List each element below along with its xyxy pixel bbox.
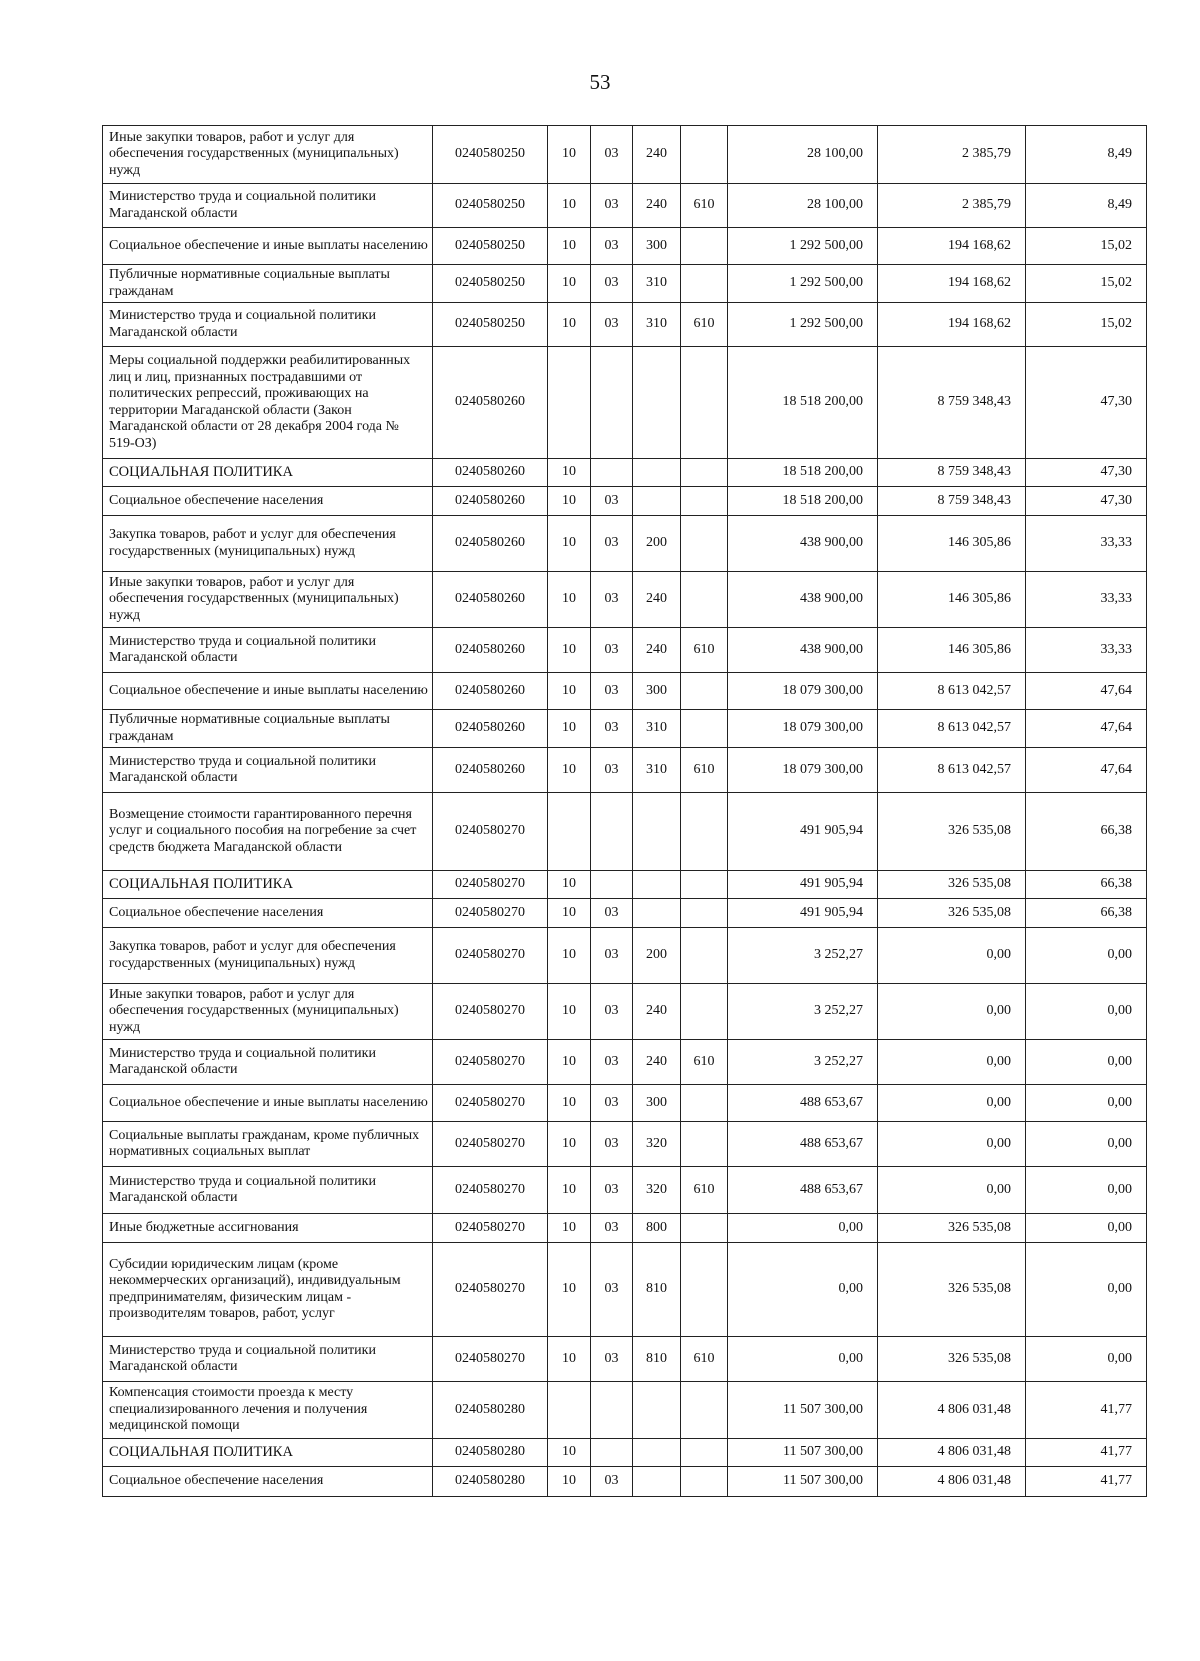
administrator-cell (681, 928, 728, 984)
table-row (103, 984, 1147, 1040)
subsection-cell: 03 (591, 487, 633, 516)
subsection-cell (591, 1439, 633, 1467)
expense-type-cell (633, 899, 681, 928)
subsection-cell: 03 (591, 928, 633, 984)
administrator-cell (681, 516, 728, 572)
executed-amount-cell: 8 613 042,57 (878, 710, 1026, 748)
administrator-cell: 610 (681, 628, 728, 673)
approved-amount-cell: 3 252,27 (728, 984, 878, 1040)
table-row (103, 1337, 1147, 1382)
subsection-cell: 03 (591, 628, 633, 673)
section-cell: 10 (548, 1167, 591, 1214)
table-row (103, 673, 1147, 710)
target-article-cell: 0240580270 (433, 793, 548, 871)
execution-percent-cell: 15,02 (1026, 303, 1147, 347)
target-article-cell: 0240580250 (433, 265, 548, 303)
table-row (103, 265, 1147, 303)
administrator-cell (681, 265, 728, 303)
subsection-cell (591, 347, 633, 459)
approved-amount-cell: 1 292 500,00 (728, 303, 878, 347)
approved-amount-cell: 18 079 300,00 (728, 710, 878, 748)
table-row (103, 871, 1147, 899)
administrator-cell (681, 487, 728, 516)
target-article-cell: 0240580260 (433, 673, 548, 710)
approved-amount-cell: 488 653,67 (728, 1085, 878, 1122)
expense-name-cell: Закупка товаров, работ и услуг для обеспечения государственных (муниципальных) нужд (103, 928, 433, 984)
section-cell: 10 (548, 1467, 591, 1497)
table-row (103, 303, 1147, 347)
administrator-cell (681, 871, 728, 899)
administrator-cell (681, 1085, 728, 1122)
execution-percent-cell: 0,00 (1026, 1214, 1147, 1243)
budget-execution-table (102, 125, 1147, 1497)
table-row (103, 228, 1147, 265)
expense-type-cell: 800 (633, 1214, 681, 1243)
execution-percent-cell: 0,00 (1026, 1337, 1147, 1382)
execution-percent-cell: 33,33 (1026, 516, 1147, 572)
expense-name-cell: Министерство труда и социальной политики Магаданской области (103, 1337, 433, 1382)
table-row (103, 1167, 1147, 1214)
subsection-cell: 03 (591, 228, 633, 265)
expense-name-cell: Компенсация стоимости проезда к месту специализированного лечения и получения медицинской помощи (103, 1382, 433, 1439)
executed-amount-cell: 8 759 348,43 (878, 459, 1026, 487)
execution-percent-cell: 47,30 (1026, 487, 1147, 516)
executed-amount-cell: 0,00 (878, 928, 1026, 984)
section-cell: 10 (548, 303, 591, 347)
expense-type-cell: 810 (633, 1337, 681, 1382)
approved-amount-cell: 3 252,27 (728, 1040, 878, 1085)
expense-name-cell: Социальное обеспечение населения (103, 487, 433, 516)
subsection-cell: 03 (591, 572, 633, 628)
target-article-cell: 0240580260 (433, 459, 548, 487)
section-cell: 10 (548, 1040, 591, 1085)
target-article-cell: 0240580270 (433, 928, 548, 984)
execution-percent-cell: 15,02 (1026, 265, 1147, 303)
execution-percent-cell: 0,00 (1026, 928, 1147, 984)
section-cell: 10 (548, 984, 591, 1040)
target-article-cell: 0240580270 (433, 1122, 548, 1167)
expense-type-cell: 310 (633, 710, 681, 748)
execution-percent-cell: 47,64 (1026, 748, 1147, 793)
section-cell: 10 (548, 184, 591, 228)
expense-name-cell: Субсидии юридическим лицам (кроме некоммерческих организаций), индивидуальным предпринимателям, физическим лицам - производителям товаров, работ, услуг (103, 1243, 433, 1337)
approved-amount-cell: 1 292 500,00 (728, 265, 878, 303)
expense-type-cell (633, 1439, 681, 1467)
executed-amount-cell: 146 305,86 (878, 516, 1026, 572)
executed-amount-cell: 326 535,08 (878, 1243, 1026, 1337)
table-row (103, 1382, 1147, 1439)
expense-type-cell (633, 793, 681, 871)
execution-percent-cell: 47,30 (1026, 459, 1147, 487)
expense-name-cell: СОЦИАЛЬНАЯ ПОЛИТИКА (103, 871, 433, 899)
table-row (103, 710, 1147, 748)
execution-percent-cell: 41,77 (1026, 1382, 1147, 1439)
executed-amount-cell: 0,00 (878, 1122, 1026, 1167)
expense-name-cell: Иные закупки товаров, работ и услуг для обеспечения государственных (муниципальных) нужд (103, 126, 433, 184)
executed-amount-cell: 0,00 (878, 1040, 1026, 1085)
target-article-cell: 0240580280 (433, 1439, 548, 1467)
approved-amount-cell: 488 653,67 (728, 1167, 878, 1214)
target-article-cell: 0240580250 (433, 126, 548, 184)
subsection-cell: 03 (591, 184, 633, 228)
approved-amount-cell: 0,00 (728, 1214, 878, 1243)
subsection-cell: 03 (591, 1085, 633, 1122)
approved-amount-cell: 488 653,67 (728, 1122, 878, 1167)
expense-name-cell: Социальное обеспечение населения (103, 899, 433, 928)
expense-type-cell (633, 871, 681, 899)
section-cell: 10 (548, 710, 591, 748)
subsection-cell: 03 (591, 516, 633, 572)
execution-percent-cell: 66,38 (1026, 899, 1147, 928)
executed-amount-cell: 8 613 042,57 (878, 673, 1026, 710)
administrator-cell: 610 (681, 1040, 728, 1085)
administrator-cell (681, 1467, 728, 1497)
execution-percent-cell: 15,02 (1026, 228, 1147, 265)
subsection-cell: 03 (591, 748, 633, 793)
section-cell: 10 (548, 928, 591, 984)
execution-percent-cell: 47,30 (1026, 347, 1147, 459)
approved-amount-cell: 11 507 300,00 (728, 1467, 878, 1497)
execution-percent-cell: 47,64 (1026, 710, 1147, 748)
section-cell: 10 (548, 628, 591, 673)
administrator-cell (681, 459, 728, 487)
executed-amount-cell: 194 168,62 (878, 228, 1026, 265)
expense-name-cell: Социальное обеспечение и иные выплаты населению (103, 673, 433, 710)
expense-type-cell: 200 (633, 516, 681, 572)
subsection-cell: 03 (591, 984, 633, 1040)
expense-name-cell: Возмещение стоимости гарантированного перечня услуг и социального пособия на погребение за счет средств бюджета Магаданской области (103, 793, 433, 871)
executed-amount-cell: 194 168,62 (878, 303, 1026, 347)
table-row (103, 487, 1147, 516)
subsection-cell: 03 (591, 303, 633, 347)
section-cell: 10 (548, 487, 591, 516)
expense-name-cell: Иные бюджетные ассигнования (103, 1214, 433, 1243)
expense-name-cell: Меры социальной поддержки реабилитированных лиц и лиц, признанных пострадавшими от политических репрессий, проживающих на территории Магаданской области (Закон Магаданской области от 28 декабря 2004 года № 519-ОЗ) (103, 347, 433, 459)
execution-percent-cell: 47,64 (1026, 673, 1147, 710)
expense-name-cell: Министерство труда и социальной политики Магаданской области (103, 184, 433, 228)
section-cell: 10 (548, 1243, 591, 1337)
expense-type-cell (633, 1382, 681, 1439)
subsection-cell: 03 (591, 1243, 633, 1337)
subsection-cell: 03 (591, 1337, 633, 1382)
subsection-cell: 03 (591, 1167, 633, 1214)
approved-amount-cell: 491 905,94 (728, 793, 878, 871)
expense-type-cell: 300 (633, 673, 681, 710)
target-article-cell: 0240580270 (433, 1040, 548, 1085)
approved-amount-cell: 18 518 200,00 (728, 459, 878, 487)
expense-name-cell: Социальное обеспечение и иные выплаты населению (103, 1085, 433, 1122)
executed-amount-cell: 0,00 (878, 1085, 1026, 1122)
expense-name-cell: Министерство труда и социальной политики Магаданской области (103, 628, 433, 673)
expense-name-cell: Социальное обеспечение населения (103, 1467, 433, 1497)
table-row (103, 1122, 1147, 1167)
administrator-cell (681, 347, 728, 459)
executed-amount-cell: 194 168,62 (878, 265, 1026, 303)
subsection-cell (591, 871, 633, 899)
expense-name-cell: СОЦИАЛЬНАЯ ПОЛИТИКА (103, 1439, 433, 1467)
table-row (103, 459, 1147, 487)
page-number: 53 (589, 70, 611, 94)
approved-amount-cell: 18 518 200,00 (728, 347, 878, 459)
target-article-cell: 0240580270 (433, 1243, 548, 1337)
approved-amount-cell: 11 507 300,00 (728, 1439, 878, 1467)
execution-percent-cell: 0,00 (1026, 1167, 1147, 1214)
approved-amount-cell: 1 292 500,00 (728, 228, 878, 265)
section-cell (548, 347, 591, 459)
expense-type-cell: 240 (633, 126, 681, 184)
table-row (103, 899, 1147, 928)
section-cell: 10 (548, 459, 591, 487)
administrator-cell (681, 228, 728, 265)
table-row (103, 793, 1147, 871)
executed-amount-cell: 326 535,08 (878, 1337, 1026, 1382)
subsection-cell: 03 (591, 265, 633, 303)
expense-type-cell: 240 (633, 184, 681, 228)
section-cell: 10 (548, 673, 591, 710)
target-article-cell: 0240580280 (433, 1382, 548, 1439)
target-article-cell: 0240580260 (433, 347, 548, 459)
administrator-cell (681, 1214, 728, 1243)
section-cell (548, 1382, 591, 1439)
administrator-cell: 610 (681, 1337, 728, 1382)
target-article-cell: 0240580270 (433, 1085, 548, 1122)
expense-name-cell: Закупка товаров, работ и услуг для обеспечения государственных (муниципальных) нужд (103, 516, 433, 572)
expense-name-cell: Публичные нормативные социальные выплаты гражданам (103, 265, 433, 303)
expense-name-cell: СОЦИАЛЬНАЯ ПОЛИТИКА (103, 459, 433, 487)
expense-name-cell: Министерство труда и социальной политики Магаданской области (103, 1040, 433, 1085)
target-article-cell: 0240580250 (433, 303, 548, 347)
table-row (103, 1467, 1147, 1497)
execution-percent-cell: 41,77 (1026, 1467, 1147, 1497)
target-article-cell: 0240580270 (433, 1337, 548, 1382)
execution-percent-cell: 0,00 (1026, 1122, 1147, 1167)
expense-name-cell: Министерство труда и социальной политики Магаданской области (103, 748, 433, 793)
expense-type-cell: 240 (633, 628, 681, 673)
subsection-cell: 03 (591, 899, 633, 928)
executed-amount-cell: 326 535,08 (878, 871, 1026, 899)
expense-type-cell: 320 (633, 1122, 681, 1167)
expense-type-cell: 310 (633, 748, 681, 793)
subsection-cell (591, 793, 633, 871)
table-body (103, 126, 1147, 1497)
subsection-cell (591, 459, 633, 487)
approved-amount-cell: 28 100,00 (728, 126, 878, 184)
executed-amount-cell: 0,00 (878, 984, 1026, 1040)
administrator-cell (681, 793, 728, 871)
approved-amount-cell: 491 905,94 (728, 871, 878, 899)
executed-amount-cell: 2 385,79 (878, 126, 1026, 184)
execution-percent-cell: 0,00 (1026, 984, 1147, 1040)
expense-type-cell (633, 347, 681, 459)
executed-amount-cell: 146 305,86 (878, 572, 1026, 628)
table-row (103, 126, 1147, 184)
section-cell: 10 (548, 265, 591, 303)
target-article-cell: 0240580260 (433, 628, 548, 673)
approved-amount-cell: 0,00 (728, 1243, 878, 1337)
approved-amount-cell: 3 252,27 (728, 928, 878, 984)
target-article-cell: 0240580270 (433, 1167, 548, 1214)
approved-amount-cell: 0,00 (728, 1337, 878, 1382)
execution-percent-cell: 41,77 (1026, 1439, 1147, 1467)
executed-amount-cell: 8 759 348,43 (878, 347, 1026, 459)
subsection-cell: 03 (591, 1214, 633, 1243)
execution-percent-cell: 33,33 (1026, 572, 1147, 628)
administrator-cell (681, 126, 728, 184)
approved-amount-cell: 438 900,00 (728, 516, 878, 572)
executed-amount-cell: 0,00 (878, 1167, 1026, 1214)
administrator-cell (681, 899, 728, 928)
section-cell (548, 793, 591, 871)
section-cell: 10 (548, 1122, 591, 1167)
execution-percent-cell: 0,00 (1026, 1040, 1147, 1085)
expense-type-cell: 240 (633, 1040, 681, 1085)
table-row (103, 516, 1147, 572)
expense-type-cell: 310 (633, 265, 681, 303)
target-article-cell: 0240580260 (433, 516, 548, 572)
executed-amount-cell: 326 535,08 (878, 793, 1026, 871)
section-cell: 10 (548, 1337, 591, 1382)
target-article-cell: 0240580260 (433, 748, 548, 793)
expense-name-cell: Иные закупки товаров, работ и услуг для обеспечения государственных (муниципальных) нужд (103, 984, 433, 1040)
administrator-cell (681, 572, 728, 628)
administrator-cell (681, 1382, 728, 1439)
administrator-cell: 610 (681, 1167, 728, 1214)
executed-amount-cell: 4 806 031,48 (878, 1439, 1026, 1467)
subsection-cell: 03 (591, 1122, 633, 1167)
subsection-cell: 03 (591, 1467, 633, 1497)
execution-percent-cell: 33,33 (1026, 628, 1147, 673)
executed-amount-cell: 4 806 031,48 (878, 1382, 1026, 1439)
executed-amount-cell: 4 806 031,48 (878, 1467, 1026, 1497)
approved-amount-cell: 438 900,00 (728, 628, 878, 673)
table-row (103, 347, 1147, 459)
expense-type-cell (633, 487, 681, 516)
table-row (103, 748, 1147, 793)
table-row (103, 1214, 1147, 1243)
target-article-cell: 0240580260 (433, 710, 548, 748)
administrator-cell (681, 1243, 728, 1337)
expense-name-cell: Министерство труда и социальной политики Магаданской области (103, 303, 433, 347)
table-row (103, 628, 1147, 673)
expense-type-cell: 810 (633, 1243, 681, 1337)
expense-type-cell: 300 (633, 228, 681, 265)
expense-type-cell: 310 (633, 303, 681, 347)
target-article-cell: 0240580280 (433, 1467, 548, 1497)
expense-type-cell: 240 (633, 572, 681, 628)
expense-type-cell: 200 (633, 928, 681, 984)
target-article-cell: 0240580270 (433, 871, 548, 899)
table-row (103, 1243, 1147, 1337)
expense-type-cell (633, 1467, 681, 1497)
target-article-cell: 0240580250 (433, 228, 548, 265)
section-cell: 10 (548, 126, 591, 184)
expense-name-cell: Иные закупки товаров, работ и услуг для обеспечения государственных (муниципальных) нужд (103, 572, 433, 628)
target-article-cell: 0240580270 (433, 984, 548, 1040)
subsection-cell: 03 (591, 673, 633, 710)
section-cell: 10 (548, 572, 591, 628)
table-row (103, 572, 1147, 628)
administrator-cell (681, 984, 728, 1040)
target-article-cell: 0240580270 (433, 899, 548, 928)
approved-amount-cell: 28 100,00 (728, 184, 878, 228)
executed-amount-cell: 8 613 042,57 (878, 748, 1026, 793)
approved-amount-cell: 18 518 200,00 (728, 487, 878, 516)
subsection-cell: 03 (591, 126, 633, 184)
administrator-cell: 610 (681, 184, 728, 228)
executed-amount-cell: 146 305,86 (878, 628, 1026, 673)
expense-type-cell: 300 (633, 1085, 681, 1122)
target-article-cell: 0240580260 (433, 572, 548, 628)
section-cell: 10 (548, 1439, 591, 1467)
administrator-cell (681, 673, 728, 710)
administrator-cell (681, 1439, 728, 1467)
target-article-cell: 0240580270 (433, 1214, 548, 1243)
table-row (103, 928, 1147, 984)
approved-amount-cell: 438 900,00 (728, 572, 878, 628)
section-cell: 10 (548, 1214, 591, 1243)
section-cell: 10 (548, 871, 591, 899)
target-article-cell: 0240580250 (433, 184, 548, 228)
table-row (103, 1439, 1147, 1467)
expense-name-cell: Социальное обеспечение и иные выплаты населению (103, 228, 433, 265)
execution-percent-cell: 0,00 (1026, 1085, 1147, 1122)
approved-amount-cell: 18 079 300,00 (728, 673, 878, 710)
execution-percent-cell: 8,49 (1026, 126, 1147, 184)
section-cell: 10 (548, 748, 591, 793)
approved-amount-cell: 491 905,94 (728, 899, 878, 928)
section-cell: 10 (548, 228, 591, 265)
executed-amount-cell: 326 535,08 (878, 1214, 1026, 1243)
execution-percent-cell: 0,00 (1026, 1243, 1147, 1337)
expense-type-cell: 240 (633, 984, 681, 1040)
executed-amount-cell: 326 535,08 (878, 899, 1026, 928)
section-cell: 10 (548, 899, 591, 928)
executed-amount-cell: 8 759 348,43 (878, 487, 1026, 516)
subsection-cell (591, 1382, 633, 1439)
table-row (103, 1040, 1147, 1085)
table-row (103, 184, 1147, 228)
execution-percent-cell: 66,38 (1026, 871, 1147, 899)
table-row (103, 1085, 1147, 1122)
subsection-cell: 03 (591, 710, 633, 748)
subsection-cell: 03 (591, 1040, 633, 1085)
section-cell: 10 (548, 1085, 591, 1122)
expense-type-cell: 320 (633, 1167, 681, 1214)
approved-amount-cell: 11 507 300,00 (728, 1382, 878, 1439)
administrator-cell (681, 710, 728, 748)
execution-percent-cell: 8,49 (1026, 184, 1147, 228)
section-cell: 10 (548, 516, 591, 572)
administrator-cell: 610 (681, 303, 728, 347)
expense-type-cell (633, 459, 681, 487)
execution-percent-cell: 66,38 (1026, 793, 1147, 871)
approved-amount-cell: 18 079 300,00 (728, 748, 878, 793)
executed-amount-cell: 2 385,79 (878, 184, 1026, 228)
administrator-cell (681, 1122, 728, 1167)
expense-name-cell: Публичные нормативные социальные выплаты гражданам (103, 710, 433, 748)
administrator-cell: 610 (681, 748, 728, 793)
target-article-cell: 0240580260 (433, 487, 548, 516)
expense-name-cell: Социальные выплаты гражданам, кроме публичных нормативных социальных выплат (103, 1122, 433, 1167)
expense-name-cell: Министерство труда и социальной политики Магаданской области (103, 1167, 433, 1214)
